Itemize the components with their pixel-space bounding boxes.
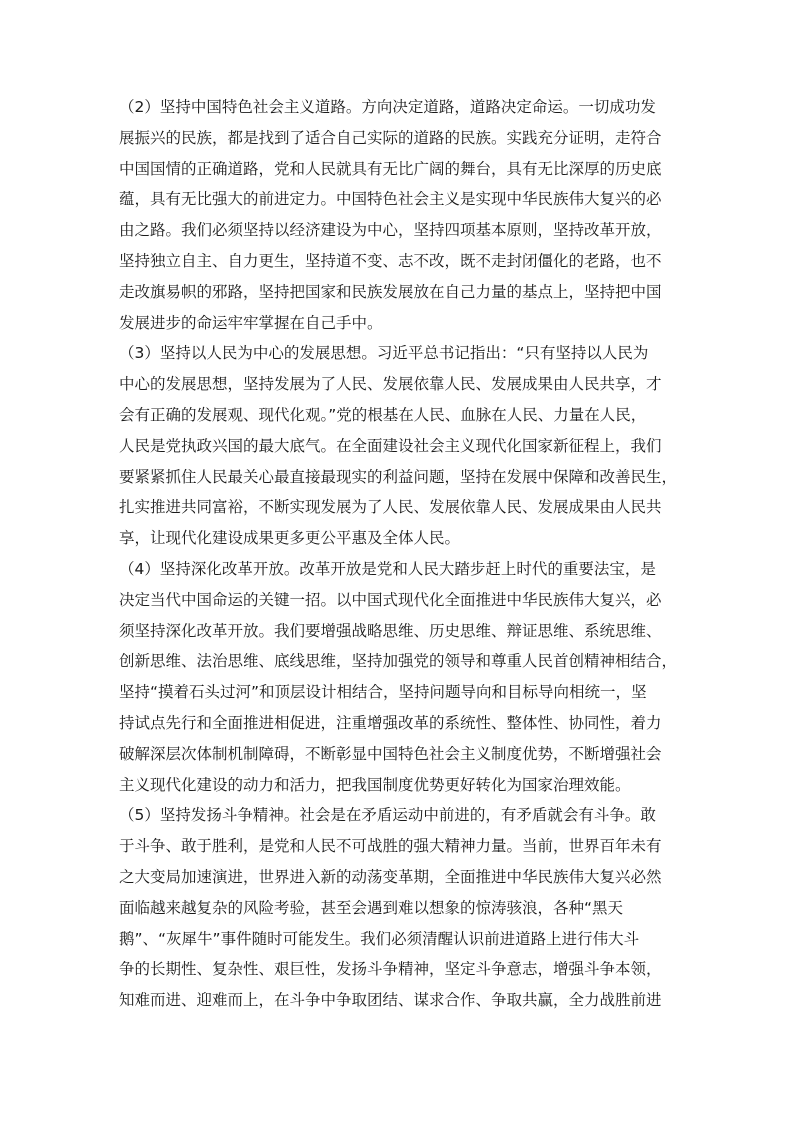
section-4-paragraph bbox=[119, 554, 679, 800]
text-line: 发展进步的命运牢牢掌握在自己手中。 bbox=[119, 313, 383, 332]
text-line: 享，让现代化建设成果更多更公平惠及全体人民。 bbox=[119, 529, 461, 548]
section-3-paragraph bbox=[119, 338, 679, 554]
document-body bbox=[119, 92, 679, 1016]
text-line: 人民是党执政兴国的最大底气。在全面建设社会主义现代化国家新征程上，我们 bbox=[119, 436, 662, 455]
section-5-paragraph bbox=[119, 800, 679, 1016]
text-line: 扎实推进共同富裕，不断实现发展为了人民、发展依靠人民、发展成果由人民共 bbox=[119, 498, 662, 517]
text-line: 中心的发展思想，坚持发展为了人民、发展依靠人民、发展成果由人民共享，才 bbox=[119, 375, 662, 394]
text-line: 中国国情的正确道路，党和人民就具有无比广阔的舞台，具有无比深厚的历史底 bbox=[119, 159, 662, 178]
text-line: 面临越来越复杂的风险考验，甚至会遇到难以想象的惊涛骇浪，各种“黑天 bbox=[119, 898, 624, 917]
text-line: 争的长期性、复杂性、艰巨性，发扬斗争精神，坚定斗争意志，增强斗争本领， bbox=[119, 960, 662, 979]
text-line: 走改旗易帜的邪路，坚持把国家和民族发展放在自己力量的基点上，坚持把中国 bbox=[119, 282, 662, 301]
text-line: 破解深层次体制机制障碍，不断彰显中国特色社会主义制度优势，不断增强社会 bbox=[119, 744, 662, 763]
text-line: 于斗争、敢于胜利，是党和人民不可战胜的强大精神力量。当前，世界百年未有 bbox=[119, 837, 662, 856]
text-line: （2）坚持中国特色社会主义道路。方向决定道路，道路决定命运。一切成功发 bbox=[119, 98, 656, 116]
text-line: （3）坚持以人民为中心的发展思想。习近平总书记指出：“只有坚持以人民为 bbox=[119, 344, 649, 363]
text-line: 会有正确的发展观、现代化观。”党的根基在人民、血脉在人民、力量在人民， bbox=[119, 405, 647, 424]
text-line: （5）坚持发扬斗争精神。社会是在矛盾运动中前进的，有矛盾就会有斗争。敢 bbox=[119, 806, 656, 825]
text-line: 坚持“摸着石头过河”和顶层设计相结合，坚持问题导向和目标导向相统一，坚 bbox=[119, 683, 647, 702]
text-line: 须坚持深化改革开放。我们要增强战略思维、历史思维、辩证思维、系统思维、 bbox=[119, 621, 662, 640]
text-line: 由之路。我们必须坚持以经济建设为中心，坚持四项基本原则，坚持改革开放， bbox=[119, 221, 662, 240]
text-line: 鹅”、“灰犀牛”事件随时可能发生。我们必须清醒认识前进道路上进行伟大斗 bbox=[119, 929, 640, 948]
text-line: （4）坚持深化改革开放。改革开放是党和人民大踏步赶上时代的重要法宝，是 bbox=[119, 559, 656, 578]
text-line: 知难而进、迎难而上，在斗争中争取团结、谋求合作、争取共赢，全力战胜前进 bbox=[119, 991, 662, 1010]
text-line: 主义现代化建设的动力和活力，把我国制度优势更好转化为国家治理效能。 bbox=[119, 775, 631, 794]
text-line: 要紧紧抓住人民最关心最直接最现实的利益问题，坚持在发展中保障和改善民生， bbox=[119, 467, 678, 486]
text-line: 持试点先行和全面推进相促进，注重增强改革的系统性、整体性、协同性，着力 bbox=[119, 713, 662, 732]
text-line: 之大变局加速演进，世界进入新的动荡变革期，全面推进中华民族伟大复兴必然 bbox=[119, 867, 662, 886]
text-line: 创新思维、法治思维、底线思维，坚持加强党的领导和尊重人民首创精神相结合， bbox=[119, 652, 678, 671]
text-line: 展振兴的民族，都是找到了适合自己实际的道路的民族。实践充分证明，走符合 bbox=[119, 128, 662, 147]
text-line: 决定当代中国命运的关键一招。以中国式现代化全面推进中华民族伟大复兴，必 bbox=[119, 590, 662, 609]
text-line: 蕴，具有无比强大的前进定力。中国特色社会主义是实现中华民族伟大复兴的必 bbox=[119, 190, 662, 209]
text-line: 坚持独立自主、自力更生，坚持道不变、志不改，既不走封闭僵化的老路，也不 bbox=[119, 251, 662, 270]
section-2-paragraph bbox=[119, 92, 679, 338]
